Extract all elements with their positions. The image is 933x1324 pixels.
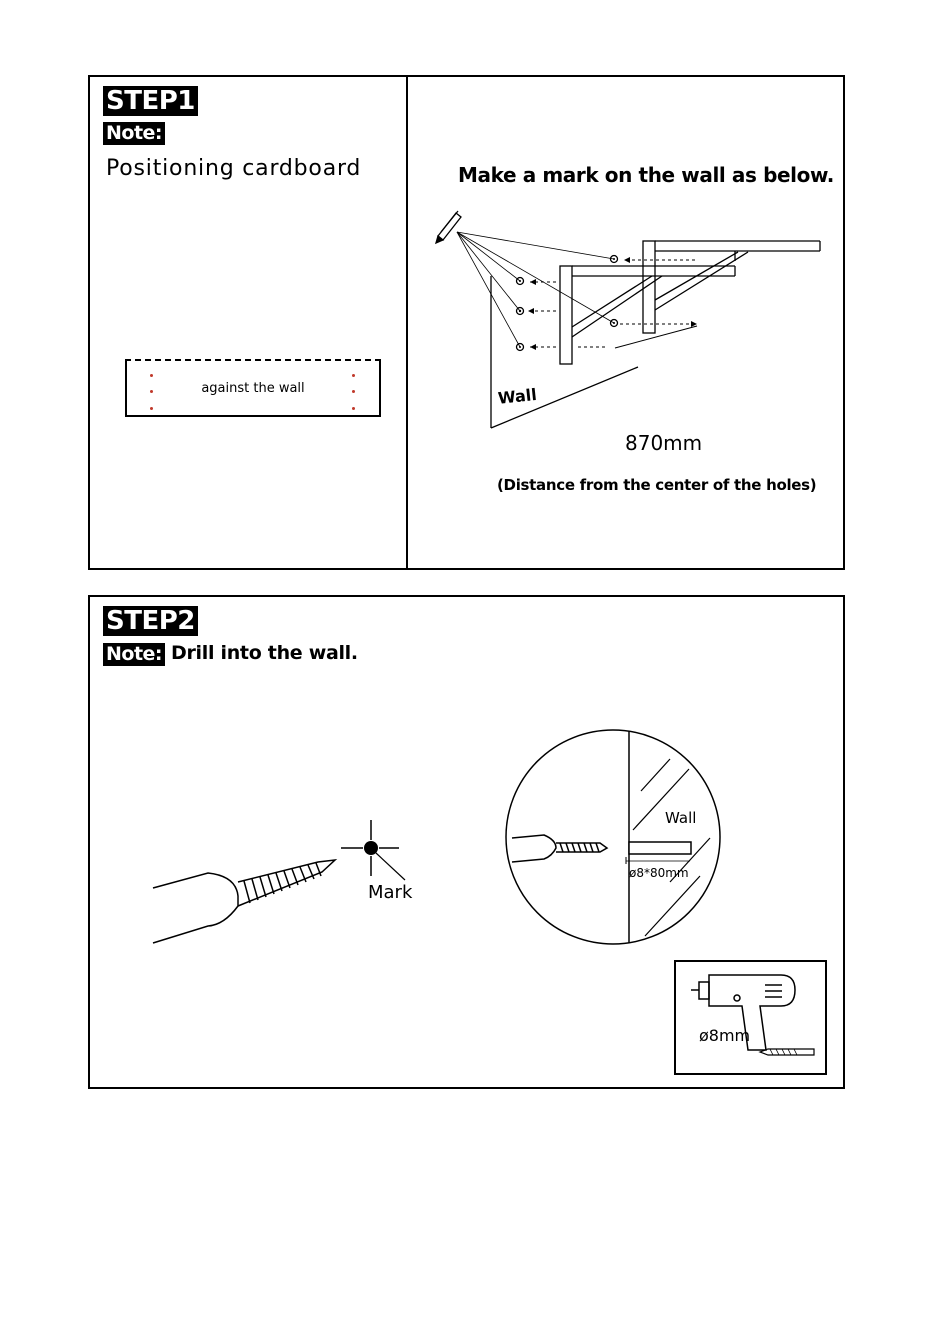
step2-note-text: Drill into the wall. [171, 642, 358, 664]
mark-label: Mark [368, 882, 413, 903]
distance-value: 870mm [625, 431, 703, 455]
positioning-cardboard-title: Positioning cardboard [106, 156, 362, 181]
drill-bit-size-label: ø8mm [699, 1026, 751, 1045]
cardboard-label: against the wall [201, 381, 305, 396]
step1-note-label: Note: [103, 122, 165, 145]
distance-note: (Distance from the center of the holes) [497, 476, 817, 494]
step2-note-label: Note: [103, 643, 165, 666]
detail-wall-label: Wall [665, 809, 697, 827]
hole-size-label: ø8*80mm [629, 866, 689, 880]
drill-bit-icon [760, 1049, 814, 1055]
step1-label: STEP1 [103, 86, 198, 116]
wall-label: Wall [497, 384, 538, 408]
step1-instruction: Make a mark on the wall as below. [458, 163, 834, 187]
screw-icon [153, 860, 335, 943]
step2-label: STEP2 [103, 606, 198, 636]
